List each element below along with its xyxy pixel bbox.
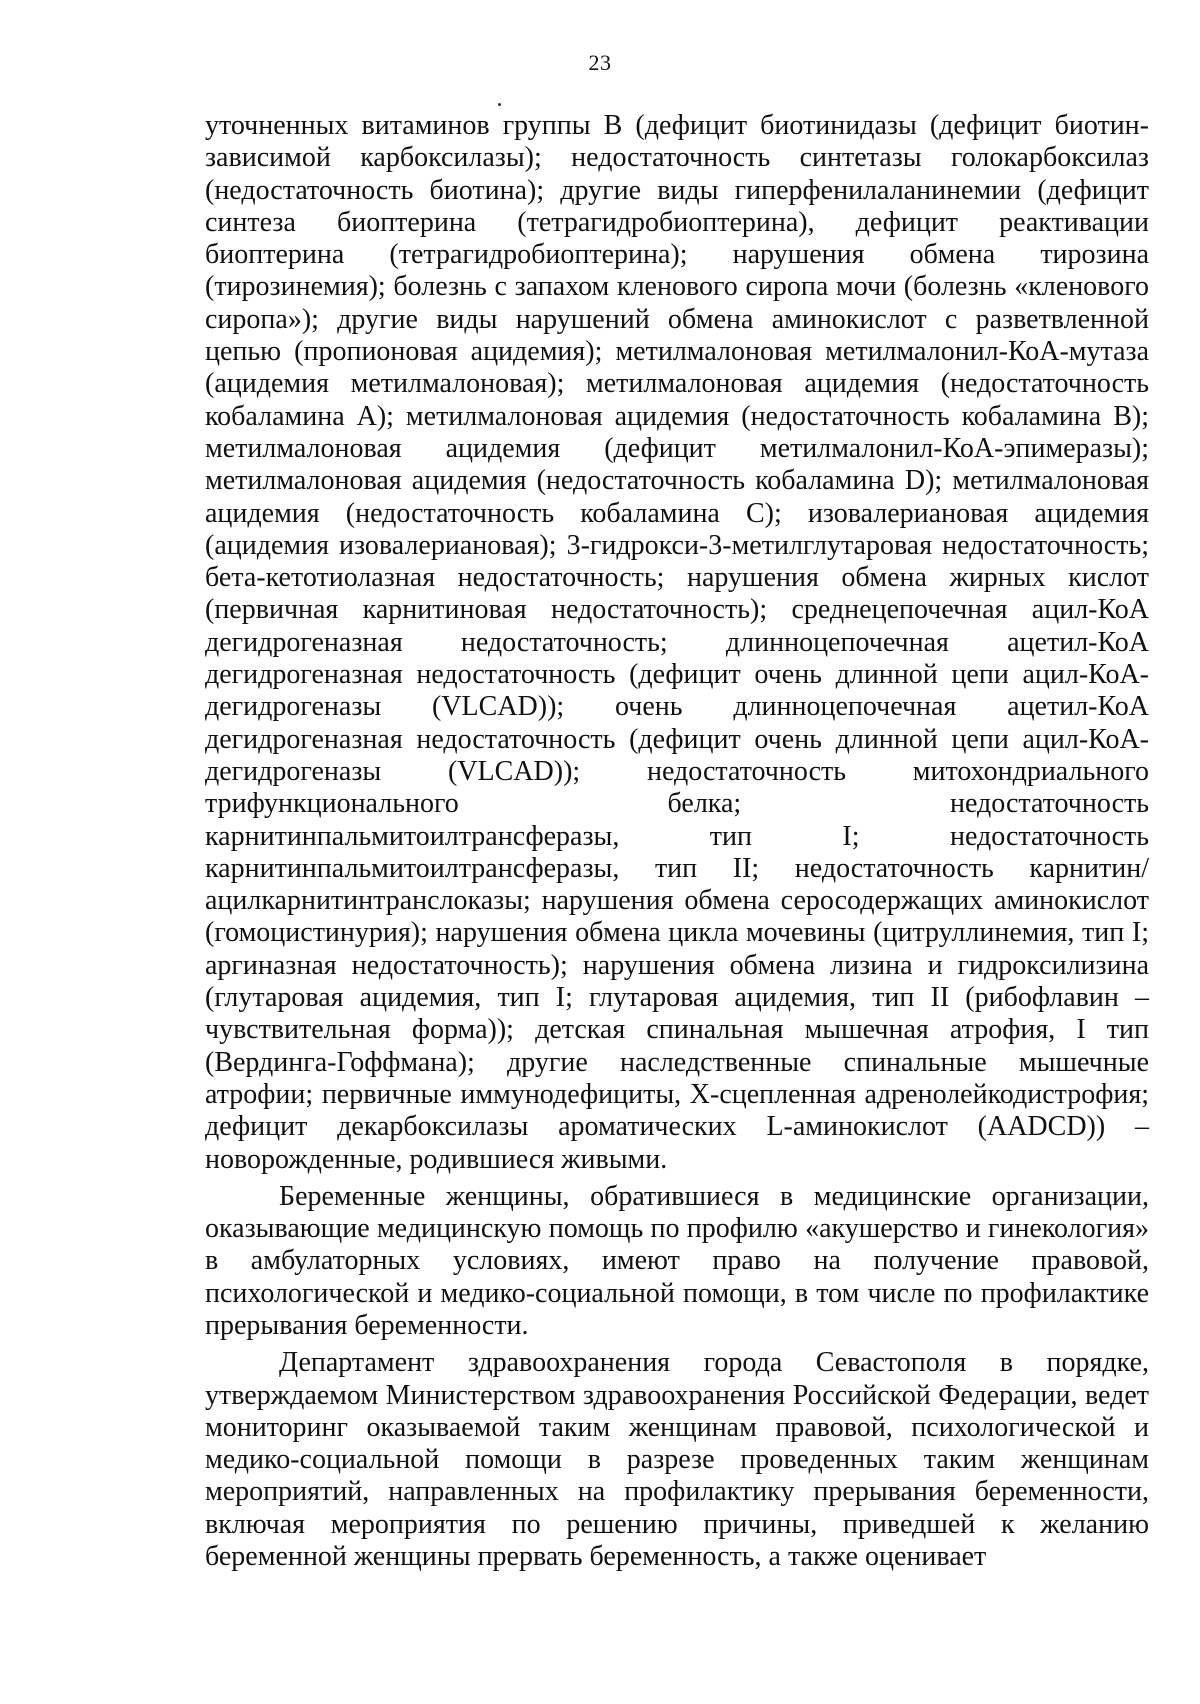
paragraph-pregnant-women-rights: Беременные женщины, обратившиеся в медицинские организации, оказывающие медицинскую помощь по профилю «акушерство и гинекология» в амбулаторных условиях, имеют право на получение правовой, психологической и медико-социальной помощи, в том числе по профилактике прерывания беременности. <box>205 1180 1149 1341</box>
page-number: 23 <box>588 50 612 75</box>
paragraph-department-monitoring: Департамент здравоохранения города Севастополя в порядке, утверждаемом Министерством здравоохранения Российской Федерации, ведет мониторинг оказываемой таким женщинам правовой, психологической и медико-социальной помощи в разрезе проведенных таким женщинам мероприятий, направленных на профилактику прерывания беременности, включая мероприятия по решению причины, приведшей к желанию беременной женщины прервать беременность, а также оценивает <box>205 1347 1149 1573</box>
document-body <box>205 110 1149 1578</box>
scan-speck <box>498 103 501 106</box>
paragraph-disease-list: уточненных витаминов группы В (дефицит биотинидазы (дефицит биотин-зависимой карбоксилазы); недостаточность синтетазы голокарбоксилаз (недостаточность биотина); другие виды гиперфенилаланинемии (дефицит синтеза биоптерина (тетрагидробиоптерина), дефицит реактивации биоптерина (тетрагидробиоптерина); нарушения обмена тирозина (тирозинемия); болезнь с запахом кленового сиропа мочи (болезнь «кленового сиропа»); другие виды нарушений обмена аминокислот с разветвленной цепью (пропионовая ацидемия); метилмалоновая метилмалонил-КоА-мутаза (ацидемия метилмалоновая); метилмалоновая ацидемия (недостаточность кобаламина А); метилмалоновая ацидемия (недостаточность кобаламина В); метилмалоновая ацидемия (дефицит метилмалонил-КоА-эпимеразы); метилмалоновая ацидемия (недостаточность кобаламина D); метилмалоновая ацидемия (недостаточность кобаламина С); изовалериановая ацидемия (ацидемия изовалериановая); 3-гидрокси-3-метилглутаровая недостаточность; бета-кетотиолазная недостаточность; нарушения обмена жирных кислот (первичная карнитиновая недостаточность); среднецепочечная ацил-КоА дегидрогеназная недостаточность; длинноцепочечная ацетил-КоА дегидрогеназная недостаточность (дефицит очень длинной цепи ацил-КоА-дегидрогеназы (VLCAD)); очень длинноцепочечная ацетил-КоА дегидрогеназная недостаточность (дефицит очень длинной цепи ацил-КоА-дегидрогеназы (VLCAD)); недостаточность митохондриального трифункционального белка; недостаточность карнитинпальмитоилтрансферазы, тип I; недостаточность карнитинпальмитоилтрансферазы, тип II; недостаточность карнитин/ацилкарнитинтранслоказы; нарушения обмена серосодержащих аминокислот (гомоцистинурия); нарушения обмена цикла мочевины (цитруллинемия, тип I; аргиназная недостаточность); нарушения обмена лизина и гидроксилизина (глутаровая ацидемия, тип I; глутаровая ацидемия, тип II (рибофлавин – чувствительная форма)); детская спинальная мышечная атрофия, I тип (Вердинга-Гоффмана); другие наследственные спинальные мышечные атрофии; первичные иммунодефициты, Х-сцепленная адренолейкодистрофия; дефицит декарбоксилазы ароматических L-аминокислот (AADCD)) – новорожденные, родившиеся живыми. <box>205 110 1149 1175</box>
